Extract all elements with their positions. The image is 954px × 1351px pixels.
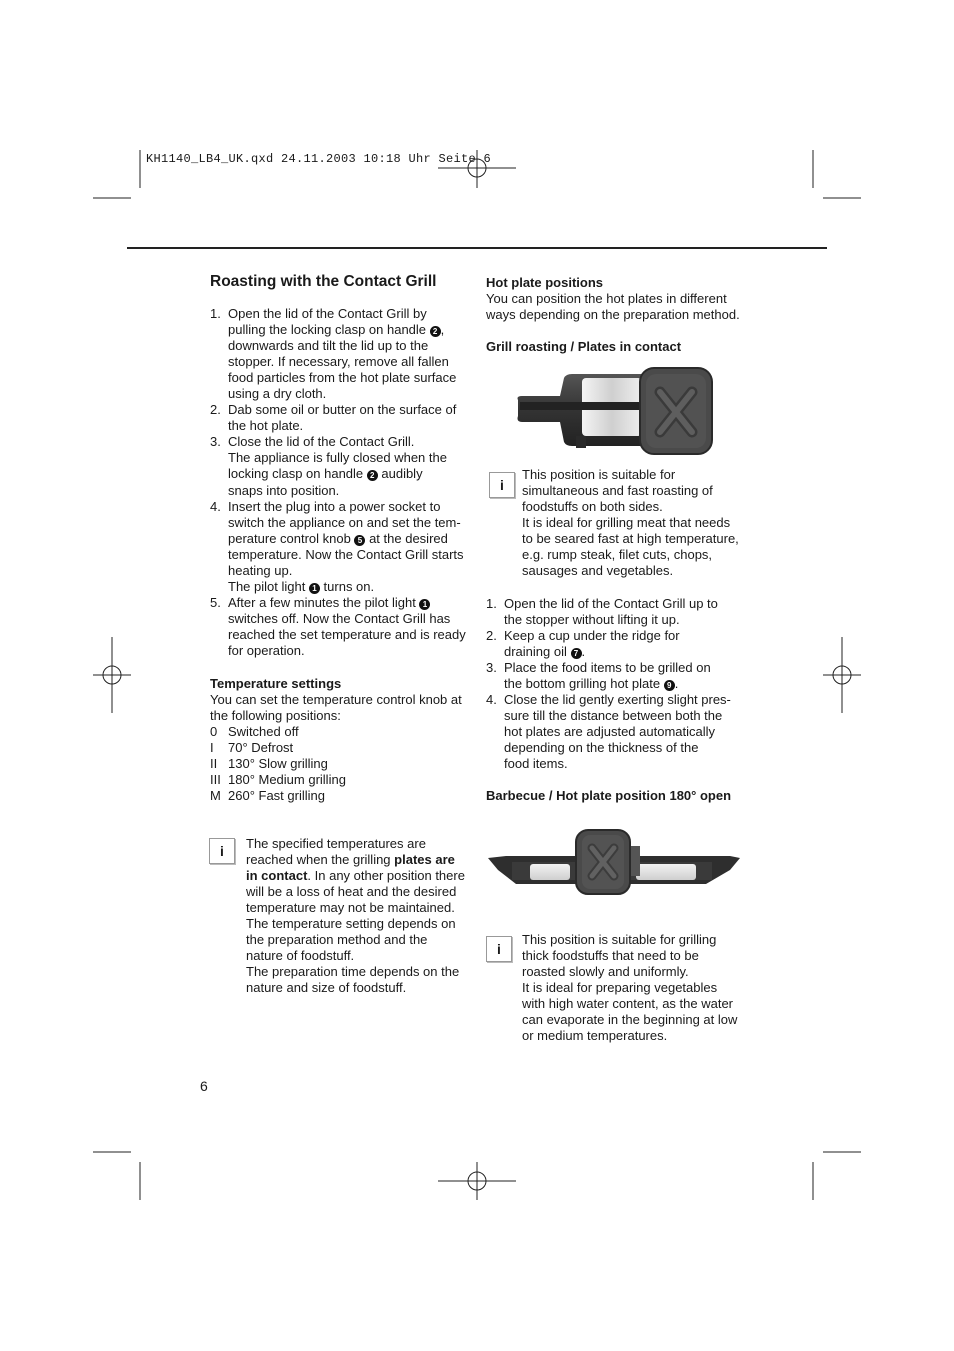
list-item: 2. Keep a cup under the ridge for draining oil 7 . bbox=[486, 628, 680, 660]
list-item: 1. Open the lid of the Contact Grill up to the stopper without lifting it up. bbox=[486, 596, 718, 628]
section-heading: Hot plate positions bbox=[486, 275, 603, 290]
temp-row: III 180° Medium grilling bbox=[210, 772, 346, 787]
temp-row: M 260° Fast grilling bbox=[210, 788, 325, 803]
bbq-info-note: This position is suitable for grilling thick foodstuffs that need to be roasted slowly and uniformly. It is ideal for preparing vegetables with high water content, as the water can evaporate in the beginning at low or medium temperatures. bbox=[522, 932, 738, 1043]
contact-steps-list bbox=[486, 596, 751, 773]
page-number: 6 bbox=[200, 1078, 208, 1094]
page-title: Roasting with the Contact Grill bbox=[210, 273, 437, 290]
contact-grill-closed-image bbox=[512, 366, 718, 462]
temp-row: II 130° Slow grilling bbox=[210, 756, 328, 771]
temp-row: 0 Switched off bbox=[210, 724, 299, 739]
print-slug: KH1140_LB4_UK.qxd 24.11.2003 10:18 Uhr Seite 6 bbox=[146, 152, 492, 166]
list-item: 5. After a few minutes the pilot light 1 switches off. Now the Contact Grill has reached the set temperature and is ready for operation. bbox=[210, 594, 466, 658]
ref-pilot: 1 bbox=[309, 583, 320, 594]
list-item: 1. Open the lid of the Contact Grill by pulling the locking clasp on handle 2 , downwards and tilt the lid up to the stopper. If necessary, remove all fallen food particles from the hot plate surface using a dry cloth. bbox=[210, 306, 457, 402]
list-item: 2. Dab some oil or butter on the surface of the hot plate. bbox=[210, 402, 457, 434]
ref-pilot: 1 bbox=[419, 599, 430, 610]
list-item: 4. Insert the plug into a power socket to switch the appliance on and set the tem- perature control knob 5 at the desired temperature. Now the Contact Grill starts heating up. The pilot light 1 turns on. bbox=[210, 498, 464, 594]
header-rule bbox=[127, 247, 827, 249]
contact-grill-open-image bbox=[486, 826, 742, 898]
section-heading: Temperature settings bbox=[210, 676, 342, 691]
list-item: 3. Close the lid of the Contact Grill. The appliance is fully closed when the locking clasp on handle 2 audibly snaps into position. bbox=[210, 434, 447, 498]
section-heading: Grill roasting / Plates in contact bbox=[486, 339, 682, 354]
hot-plate-positions: Hot plate positions You can position the hot plates in different ways depending on the preparation method. bbox=[486, 275, 756, 323]
list-item: 3. Place the food items to be grilled on the bottom grilling hot plate 9 . bbox=[486, 660, 711, 692]
ref-handle: 2 bbox=[367, 470, 378, 481]
ref-knob: 5 bbox=[354, 535, 365, 546]
ref-handle: 2 bbox=[430, 326, 441, 337]
info-icon: i bbox=[209, 838, 235, 864]
section-heading: Barbecue / Hot plate position 180° open bbox=[486, 788, 732, 803]
temp-row: I 70° Defrost bbox=[210, 740, 294, 755]
temperature-section: Temperature settings You can set the temperature control knob at the following positions: 0 Switched off I 70° Defrost II 130° Slow grilling III 180° Medium grilling M 260° Fast grilling bbox=[210, 676, 475, 804]
ref-bottom-plate: 9 bbox=[664, 680, 675, 691]
info-icon: i bbox=[486, 936, 512, 962]
contact-info-note: This position is suitable for simultaneous and fast roasting of foodstuffs on both sides. It is ideal for grilling meat that needs to be seared fast at high temperature, e.g. rump steak, filet cuts, chops, sausages and vegetables. bbox=[522, 467, 739, 578]
info-icon: i bbox=[489, 472, 515, 498]
ref-oil: 7 bbox=[571, 648, 582, 659]
list-item: 4. Close the lid gently exerting slight pres- sure till the distance between both the hot plates are adjusted automatically depending on the thickness of the food items. bbox=[486, 692, 731, 772]
temperature-info-note: The specified temperatures are reached when the grilling plates are in contact. In any other position there will be a loss of heat and the desired temperature may not be maintained. The temperature setting depends on the preparation method and the nature of foodstuff. The preparation time depends on the nature and size of foodstuff. bbox=[246, 836, 465, 995]
steps-list bbox=[210, 306, 475, 659]
